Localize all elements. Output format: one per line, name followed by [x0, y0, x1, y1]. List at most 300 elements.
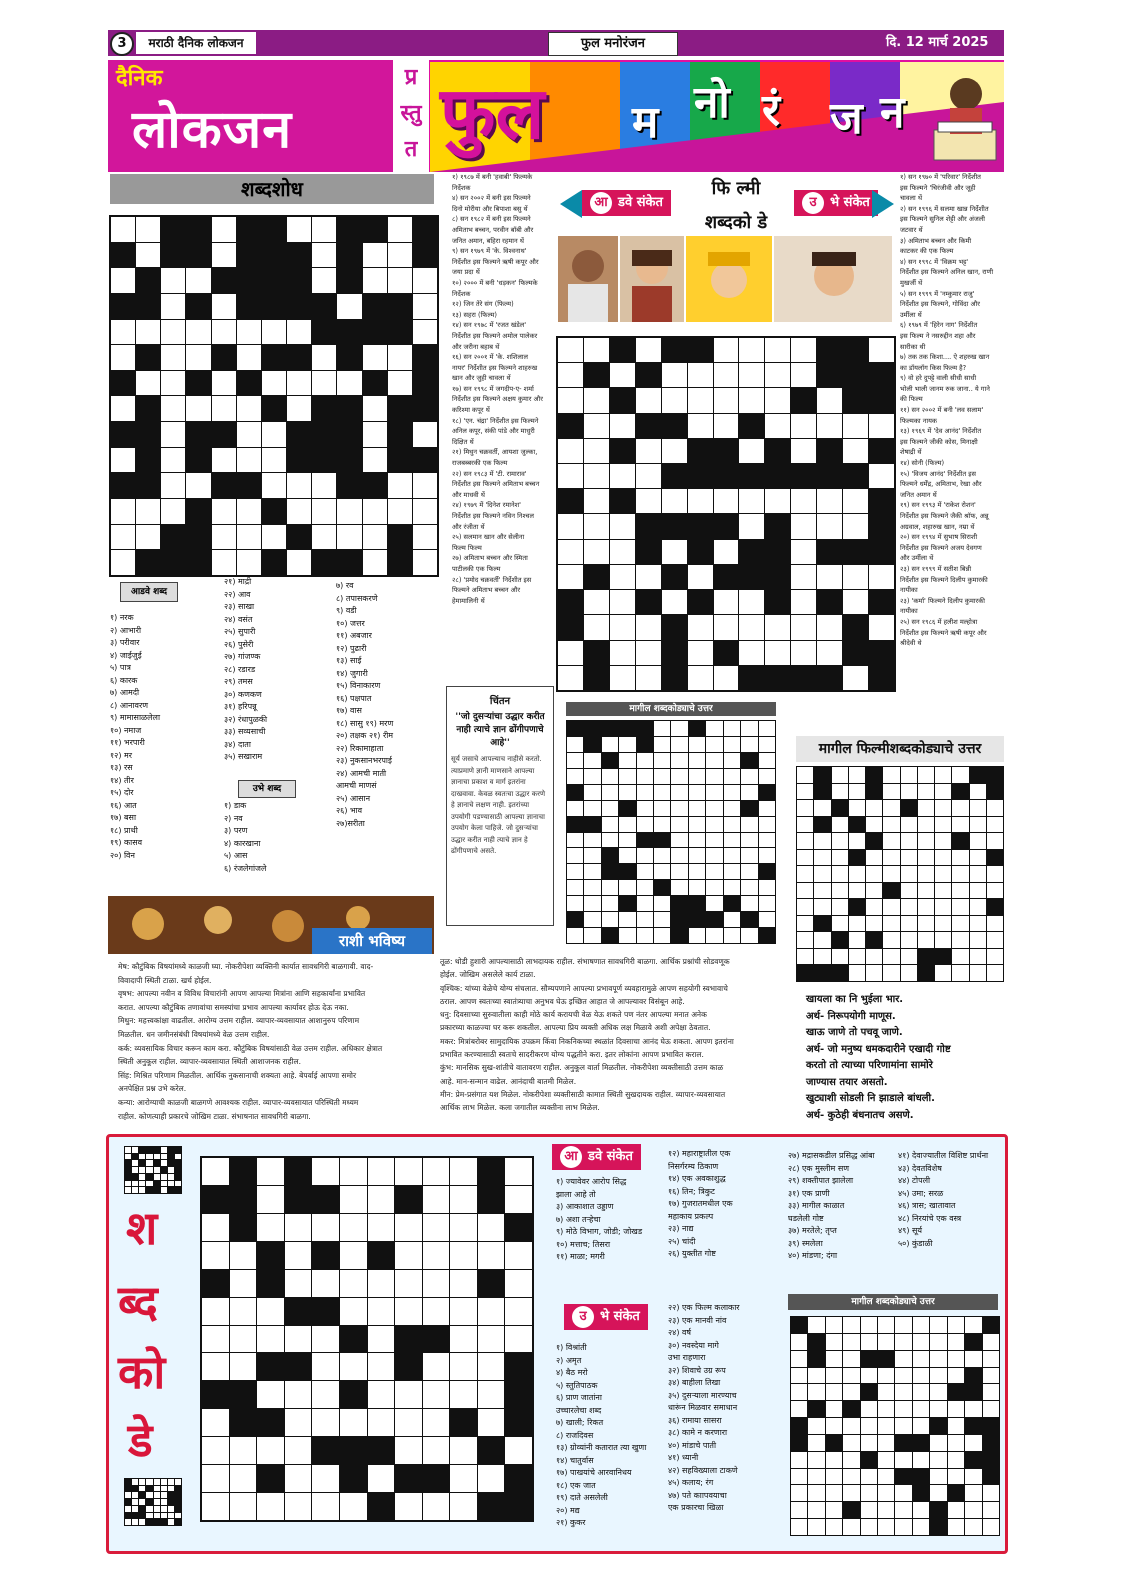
grid-cell	[340, 1465, 367, 1492]
grid-cell	[237, 396, 261, 421]
grid-cell	[869, 439, 894, 463]
grid-cell	[817, 439, 842, 463]
grid-cell	[413, 499, 437, 524]
grid-cell	[662, 590, 687, 614]
grid-cell	[791, 1452, 807, 1468]
grid-cell	[706, 801, 722, 816]
grid-cell	[262, 268, 286, 293]
grid-cell	[765, 666, 790, 690]
grid-cell	[895, 1384, 911, 1400]
grid-cell	[637, 801, 653, 816]
grid-cell	[619, 785, 635, 800]
grid-cell	[602, 880, 618, 895]
grid-cell	[136, 243, 160, 268]
grid-cell	[175, 1187, 181, 1193]
grid-cell	[759, 801, 775, 816]
grid-cell	[654, 896, 670, 911]
grid-cell	[423, 1270, 450, 1297]
grid-cell	[843, 1435, 859, 1451]
grid-cell	[567, 785, 583, 800]
grid-cell	[146, 1181, 152, 1187]
grid-cell	[337, 550, 361, 575]
grid-cell	[965, 1469, 981, 1485]
grid-cell	[168, 1486, 174, 1492]
grid-cell	[285, 1186, 312, 1213]
proverb-line: जाण्यास तयार असतो.	[806, 1076, 888, 1088]
grid-cell	[797, 767, 813, 783]
clue-line: १३) सहरा (फिल्म)	[452, 310, 497, 319]
grid-cell	[262, 525, 286, 550]
grid-cell	[161, 1187, 167, 1193]
grid-cell	[154, 1513, 160, 1519]
grid-cell	[689, 769, 705, 784]
grid-cell	[111, 217, 135, 242]
grid-cell	[918, 800, 934, 816]
grid-cell	[714, 388, 739, 412]
clue-line: अमिताभ बच्चन, परवीन बॉबी और	[452, 225, 534, 234]
grid-cell	[478, 1353, 505, 1380]
grid-cell	[337, 371, 361, 396]
grid-cell	[637, 817, 653, 832]
grid-cell	[212, 499, 236, 524]
grid-cell	[654, 721, 670, 736]
clue-line: २५) सन १९८६ में हलीश मल्होत्रा	[900, 617, 978, 626]
grid-cell	[363, 550, 387, 575]
grid-cell	[202, 1326, 229, 1353]
grid-cell	[791, 1418, 807, 1434]
grid-cell	[791, 338, 816, 362]
clue-line: १) सन १९७० में 'परिवार' निर्देशीत	[900, 173, 981, 181]
grid-cell	[759, 896, 775, 911]
grid-cell	[558, 464, 583, 488]
grid-cell	[602, 721, 618, 736]
filmy-clues-right-column	[900, 172, 1004, 649]
grid-cell	[450, 1186, 477, 1213]
grid-cell	[636, 388, 661, 412]
grid-cell	[948, 1418, 964, 1434]
grid-cell	[262, 371, 286, 396]
grid-cell	[869, 565, 894, 589]
grid-cell	[423, 1437, 450, 1464]
grid-cell	[965, 1351, 981, 1367]
grid-cell	[983, 1452, 999, 1468]
grid-cell	[826, 1334, 842, 1350]
grid-cell	[139, 1499, 145, 1505]
grid-cell	[970, 899, 986, 915]
across-clue: २३) नाद्य	[668, 1224, 694, 1233]
horoscope-line: वृश्चिक: यांच्या वेळेचे योग्य संचलात. सौम्यपणाने आपल्या प्रभावपूर्ण व्यवहारामुळे आपण सहयोगी स्वभावाचे	[440, 983, 728, 993]
grid-cell	[826, 1519, 842, 1535]
grid-cell	[312, 473, 336, 498]
across-word: २०) विन	[110, 850, 135, 860]
clue-line: २२) सन १९८३ में 'टी. रामाराव'	[452, 469, 527, 478]
shabdakode-letter: श	[126, 1201, 158, 1255]
grid-cell	[791, 540, 816, 564]
grid-cell	[817, 464, 842, 488]
grid-cell	[125, 1181, 131, 1187]
across-clue: निसर्गरम्य ठिकाण	[668, 1161, 719, 1171]
grid-cell	[340, 1381, 367, 1408]
grid-cell	[808, 1519, 824, 1535]
grid-cell	[952, 767, 968, 783]
grid-cell	[878, 1351, 894, 1367]
grid-cell	[930, 1334, 946, 1350]
grid-cell	[849, 883, 865, 899]
grid-cell	[287, 371, 311, 396]
grid-cell	[567, 801, 583, 816]
grid-cell	[983, 1435, 999, 1451]
grid-cell	[637, 912, 653, 927]
grid-cell	[817, 540, 842, 564]
grid-cell	[368, 1298, 395, 1325]
grid-cell	[136, 396, 160, 421]
grid-cell	[423, 1465, 450, 1492]
grid-cell	[602, 928, 618, 943]
crossword-icon-top	[124, 1146, 182, 1194]
grid-cell	[287, 422, 311, 447]
down-clue: २०) मद्य	[556, 1505, 580, 1515]
grid-cell	[287, 320, 311, 345]
grid-cell	[478, 1186, 505, 1213]
bottom-prev-solution-heading: मागील शब्दकोड्याचे उत्तर	[788, 1294, 998, 1310]
grid-cell	[918, 866, 934, 882]
proverb-block	[806, 992, 1002, 1124]
grid-cell	[741, 817, 757, 832]
grid-cell	[363, 473, 387, 498]
grid-cell	[287, 448, 311, 473]
grid-cell	[987, 800, 1003, 816]
across-word: १८) प्राथी	[110, 825, 138, 835]
grid-cell	[832, 800, 848, 816]
clue-line: करिश्मा कपूर थें	[452, 406, 490, 415]
grid-cell	[765, 414, 790, 438]
grid-cell	[168, 1167, 174, 1173]
grid-cell	[287, 268, 311, 293]
grid-cell	[111, 345, 135, 370]
down-clue: उच्चारलेचा शब्द	[556, 1405, 602, 1415]
grid-cell	[952, 883, 968, 899]
grid-cell	[312, 268, 336, 293]
grid-cell	[230, 1186, 257, 1213]
grid-cell	[450, 1437, 477, 1464]
grid-cell	[913, 1485, 929, 1501]
grid-cell	[619, 880, 635, 895]
clue-line: १६) सन २००१ में 'के. शशिलाल	[452, 353, 528, 362]
grid-cell	[832, 817, 848, 833]
grid-cell	[883, 932, 899, 948]
grid-cell	[741, 753, 757, 768]
grid-cell	[861, 1368, 877, 1384]
grid-cell	[363, 396, 387, 421]
grid-cell	[739, 338, 764, 362]
grid-cell	[312, 1186, 339, 1213]
grid-cell	[340, 1409, 367, 1436]
grid-cell	[186, 294, 210, 319]
horoscope-line: होईल. जोखिम असलेले कार्य टाळा.	[440, 970, 536, 980]
across-clue: झाला आहे तो	[556, 1189, 596, 1199]
shabdakode-across-list-1	[556, 1176, 642, 1264]
grid-cell	[913, 1452, 929, 1468]
grid-cell	[388, 448, 412, 473]
grid-cell	[901, 866, 917, 882]
clue-line: १७) सन १९९८ में जगदीप-ए- शर्मा	[452, 384, 534, 393]
grid-cell	[869, 590, 894, 614]
grid-cell	[952, 800, 968, 816]
grid-cell	[125, 1160, 131, 1166]
grid-cell	[930, 1384, 946, 1400]
across-clue: १०) मत्ताच; तिसरा	[556, 1239, 611, 1249]
grid-cell	[843, 1519, 859, 1535]
grid-cell	[584, 880, 600, 895]
actress-photo-2	[620, 236, 684, 322]
grid-cell	[832, 850, 848, 866]
across-word: २८) रडारड	[224, 664, 256, 674]
grid-cell	[935, 767, 951, 783]
grid-cell	[262, 422, 286, 447]
grid-cell	[688, 540, 713, 564]
grid-cell	[312, 396, 336, 421]
grid-cell	[765, 540, 790, 564]
grid-cell	[146, 1506, 152, 1512]
clue-line: की फिल्म	[900, 395, 923, 404]
grid-cell	[287, 345, 311, 370]
grid-cell	[714, 641, 739, 665]
grid-cell	[368, 1465, 395, 1492]
grid-cell	[478, 1437, 505, 1464]
grid-cell	[312, 1381, 339, 1408]
grid-cell	[262, 345, 286, 370]
grid-cell	[262, 499, 286, 524]
grid-cell	[878, 1334, 894, 1350]
grid-cell	[558, 363, 583, 387]
grid-cell	[619, 896, 635, 911]
grid-cell	[610, 489, 635, 513]
grid-cell	[619, 769, 635, 784]
grid-cell	[230, 1381, 257, 1408]
grid-cell	[505, 1298, 532, 1325]
grid-cell	[948, 1334, 964, 1350]
grid-cell	[791, 666, 816, 690]
grid-cell	[869, 388, 894, 412]
clue-line: जया प्रदा थें	[452, 268, 480, 277]
masthead-title-letter: ज	[830, 93, 863, 144]
grid-cell	[285, 1270, 312, 1297]
grid-cell	[567, 880, 583, 895]
grid-cell	[826, 1368, 842, 1384]
grid-cell	[161, 422, 185, 447]
grid-cell	[741, 801, 757, 816]
grid-cell	[662, 565, 687, 589]
grid-cell	[714, 363, 739, 387]
grid-cell	[413, 217, 437, 242]
grid-cell	[230, 1298, 257, 1325]
down-word: १३) साई	[336, 656, 362, 665]
grid-cell	[901, 784, 917, 800]
grid-cell	[139, 1486, 145, 1492]
grid-cell	[450, 1326, 477, 1353]
grid-cell	[826, 1401, 842, 1417]
grid-cell	[154, 1181, 160, 1187]
grid-cell	[797, 784, 813, 800]
grid-cell	[930, 1351, 946, 1367]
grid-cell	[808, 1418, 824, 1434]
grid-cell	[202, 1242, 229, 1269]
grid-cell	[287, 550, 311, 575]
grid-cell	[584, 615, 609, 639]
grid-cell	[878, 1502, 894, 1518]
grid-cell	[161, 345, 185, 370]
grid-cell	[689, 737, 705, 752]
clue-line: फिल्मका नायक	[900, 416, 937, 425]
grid-cell	[161, 217, 185, 242]
grid-cell	[706, 864, 722, 879]
grid-cell	[202, 1409, 229, 1436]
grid-cell	[662, 414, 687, 438]
grid-cell	[111, 499, 135, 524]
grid-cell	[161, 1506, 167, 1512]
grid-cell	[602, 737, 618, 752]
grid-cell	[948, 1469, 964, 1485]
grid-cell	[724, 864, 740, 879]
grid-cell	[935, 916, 951, 932]
grid-cell	[637, 769, 653, 784]
grid-cell	[154, 1160, 160, 1166]
filmy-title-line1: फि ल्मी	[711, 178, 761, 199]
grid-cell	[826, 1351, 842, 1367]
clue-line: नायीका	[900, 586, 918, 595]
grid-cell	[935, 883, 951, 899]
grid-cell	[741, 864, 757, 879]
grid-cell	[212, 294, 236, 319]
masthead-presents	[393, 60, 429, 172]
grid-cell	[952, 949, 968, 965]
grid-cell	[312, 1158, 339, 1185]
grid-cell	[869, 363, 894, 387]
grid-cell	[567, 928, 583, 943]
grid-cell	[883, 866, 899, 882]
grid-cell	[175, 1181, 181, 1187]
grid-cell	[161, 243, 185, 268]
grid-cell	[817, 514, 842, 538]
grid-cell	[413, 268, 437, 293]
grid-cell	[161, 371, 185, 396]
grid-cell	[662, 615, 687, 639]
grid-cell	[843, 540, 868, 564]
issue-date: दि. 12 मार्च 2025	[886, 35, 989, 50]
grid-cell	[202, 1493, 229, 1520]
grid-cell	[843, 338, 868, 362]
grid-cell	[363, 320, 387, 345]
grid-cell	[689, 817, 705, 832]
grid-cell	[368, 1242, 395, 1269]
clue-line: इस फिल्म ने नसरुद्दीन शहा और	[900, 331, 976, 340]
grid-cell	[111, 320, 135, 345]
across-word: २४) वसंत	[224, 614, 253, 624]
clue-line: निर्देशीत इस फिल्मने अमोल पालेकर	[452, 331, 538, 340]
grid-cell	[791, 1469, 807, 1485]
grid-cell	[567, 721, 583, 736]
grid-cell	[610, 388, 635, 412]
crossword-icon-bottom	[124, 1478, 182, 1526]
clue-line: निर्देशीत इस फिल्मने, गोविंदा और	[900, 300, 980, 309]
grid-cell	[413, 320, 437, 345]
grid-cell	[662, 540, 687, 564]
grid-cell	[363, 499, 387, 524]
grid-cell	[337, 217, 361, 242]
grid-cell	[832, 899, 848, 915]
grid-cell	[423, 1353, 450, 1380]
grid-cell	[970, 833, 986, 849]
down-clue: ४१) ध्यानी	[668, 1453, 699, 1462]
grid-cell	[602, 769, 618, 784]
word-search-across-list-2	[224, 576, 267, 764]
grid-cell	[168, 1499, 174, 1505]
across-clue: घडलेली गोष्ट	[788, 1213, 824, 1223]
grid-cell	[146, 1486, 152, 1492]
thought-heading: चिंतन	[489, 696, 511, 707]
grid-cell	[584, 439, 609, 463]
grid-cell	[832, 916, 848, 932]
clue-line: चावला थें	[900, 194, 923, 203]
grid-cell	[388, 243, 412, 268]
grid-cell	[861, 1384, 877, 1400]
grid-cell	[741, 833, 757, 848]
grid-cell	[791, 388, 816, 412]
grid-cell	[125, 1187, 131, 1193]
grid-cell	[724, 912, 740, 927]
grid-cell	[168, 1154, 174, 1160]
grid-cell	[849, 965, 865, 981]
grid-cell	[395, 1242, 422, 1269]
grid-cell	[413, 448, 437, 473]
down-word: १६) पक्षपात	[336, 693, 372, 703]
grid-cell	[724, 801, 740, 816]
proverb-line: अर्थ- कुठेही बंधनातच असणे.	[806, 1109, 914, 1121]
prev-solution-heading-small: मागील शब्दकोड्याचे उत्तर	[566, 702, 776, 716]
grid-cell	[388, 294, 412, 319]
grid-cell	[584, 753, 600, 768]
grid-cell	[168, 1506, 174, 1512]
grid-cell	[175, 1174, 181, 1180]
grid-cell	[132, 1519, 138, 1525]
grid-cell	[312, 345, 336, 370]
grid-cell	[849, 899, 865, 915]
horoscope-line: कर्क: व्यवसायिक विचार करून काम करा. कौटुंबिक विषयांसाठी वेळ उत्तम राहील. अधिकार क्षेत्रात	[118, 1043, 383, 1053]
grid-cell	[843, 1384, 859, 1400]
grid-cell	[132, 1479, 138, 1485]
grid-cell	[913, 1384, 929, 1400]
across-word: १३) रस	[110, 763, 133, 772]
grid-cell	[146, 1513, 152, 1519]
grid-cell	[791, 1485, 807, 1501]
grid-cell	[791, 565, 816, 589]
grid-cell	[505, 1326, 532, 1353]
grid-cell	[883, 817, 899, 833]
across-clue: २९) शक्तीपात झालेला	[788, 1176, 854, 1185]
grid-cell	[930, 1485, 946, 1501]
grid-cell	[808, 1452, 824, 1468]
grid-cell	[395, 1353, 422, 1380]
grid-cell	[237, 371, 261, 396]
clue-line: २३) 'कर्मा' फिल्मने दिलीप कुमारकी	[900, 596, 985, 605]
grid-cell	[759, 785, 775, 800]
grid-cell	[202, 1353, 229, 1380]
grid-cell	[671, 737, 687, 752]
grid-cell	[913, 1469, 929, 1485]
across-clue: २७) मद्रासकडील प्रसिद्ध आंबा	[788, 1151, 875, 1160]
grid-cell	[340, 1214, 367, 1241]
grid-cell	[965, 1368, 981, 1384]
